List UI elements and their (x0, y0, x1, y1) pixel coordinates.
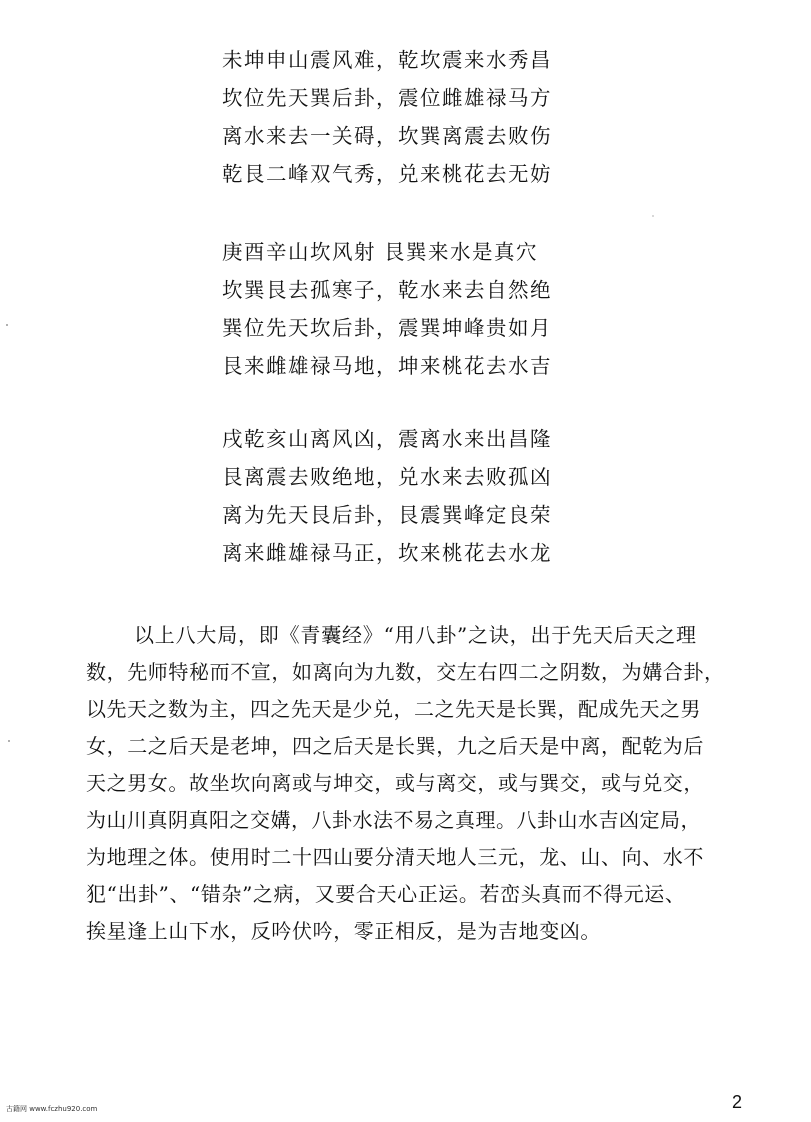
paragraph-line: 为山川真阴真阳之交媾，八卦水法不易之真理。八卦山水吉凶定局， (86, 808, 701, 832)
verse-line: 巽位先天坎后卦，震巽坤峰贵如月 (222, 316, 552, 340)
verse-line: 离水来去一关碍，坎巽离震去败伤 (222, 124, 552, 148)
verse-line: 乾艮二峰双气秀，兑来桃花去无妨 (222, 162, 552, 186)
paragraph-line: 挨星逢上山下水，反吟伏吟，零正相反，是为吉地变凶。 (86, 919, 601, 943)
paragraph-line: 犯“出卦”、“错杂”之病，又要合天心正运。若峦头真而不得元运、 (86, 882, 686, 906)
paragraph-line: 以先天之数为主，四之先天是少兑，二之先天是长巽，配成先天之男 (86, 697, 701, 721)
scan-speck (8, 740, 10, 742)
verse-line: 离为先天艮后卦，艮震巽峰定良荣 (222, 503, 552, 527)
scan-speck (6, 324, 8, 326)
verse-line: 坎巽艮去孤寒子，乾水来去自然绝 (222, 278, 552, 302)
verse-line: 未坤申山震风难，乾坎震来水秀昌 (222, 48, 552, 72)
verse-line: 庚酉辛山坎风射 艮巽来水是真穴 (222, 240, 539, 264)
paragraph-line: 为地理之体。使用时二十四山要分清天地人三元，龙、山、向、水不 (86, 845, 704, 869)
verse-line: 艮离震去败绝地，兑水来去败孤凶 (222, 465, 552, 489)
verse-line: 离来雌雄禄马正，坎来桃花去水龙 (222, 541, 552, 565)
paragraph-line: 天之男女。故坐坎向离或与坤交，或与离交，或与巽交，或与兑交， (86, 771, 704, 795)
paragraph-line: 女，二之后天是老坤，四之后天是长巽，九之后天是中离，配乾为后 (86, 734, 704, 758)
footer-watermark: 古籍网 www.fczhu920.com (6, 1105, 98, 1113)
verse-line: 艮来雌雄禄马地，坤来桃花去水吉 (222, 354, 552, 378)
page-number: 2 (732, 1092, 743, 1112)
verse-line: 戌乾亥山离风凶，震离水来出昌隆 (222, 427, 552, 451)
paragraph-line: 以上八大局，即《青囊经》“用八卦”之诀，出于先天后天之理 (134, 623, 697, 647)
scan-speck (652, 215, 654, 217)
verse-line: 坎位先天巽后卦，震位雌雄禄马方 (222, 86, 552, 110)
paragraph-line: 数，先师特秘而不宣，如离向为九数，交左右四二之阴数，为媾合卦， (86, 660, 725, 684)
